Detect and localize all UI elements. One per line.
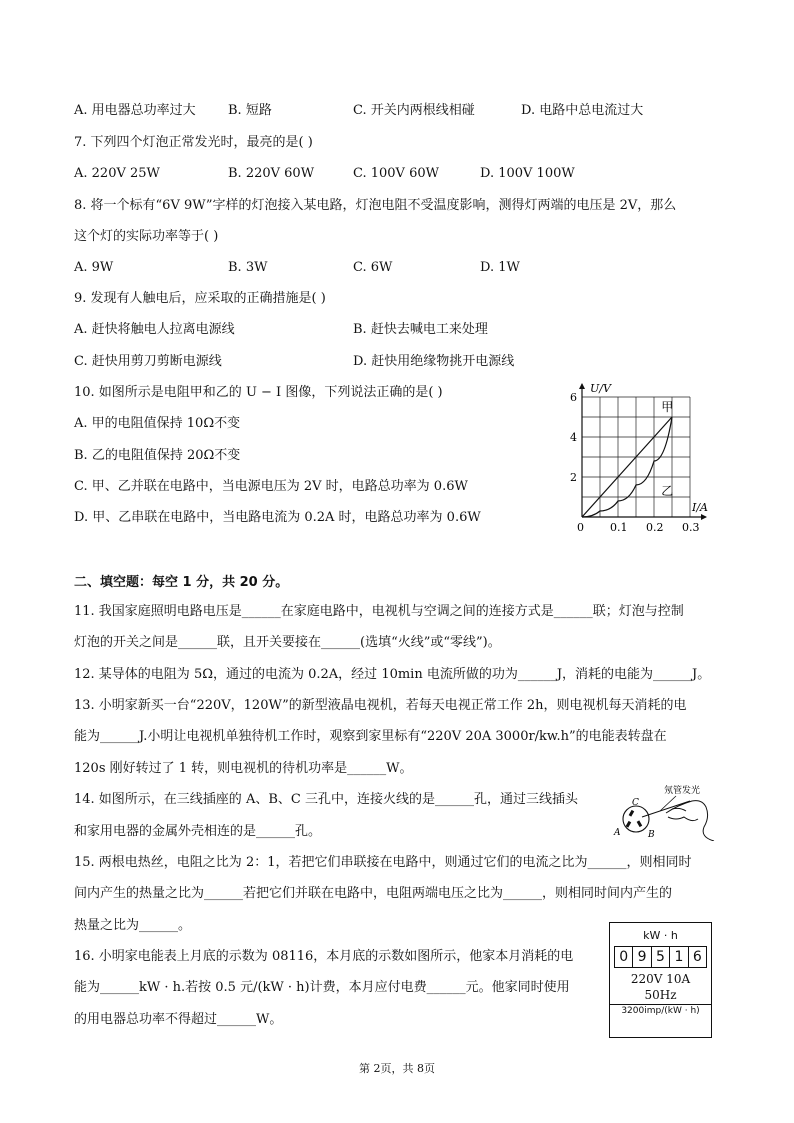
q6-option-d: D. 电路中总电流过大 [521, 103, 644, 118]
meter-digit: 6 [688, 947, 706, 967]
x-tick-label: 0.1 [610, 521, 628, 534]
q15-line1: 15. 两根电热丝，电阻之比为 2：1，若把它们串联接在电路中，则通过它们的电流之比为______，则相同时 [74, 855, 692, 870]
q7-option-c: C. 100V 60W [353, 166, 439, 181]
x-axis-arrow-icon [701, 514, 707, 520]
socket-outline [623, 806, 649, 832]
q8-option-b: B. 3W [228, 260, 268, 275]
y-axis-label: U/V [590, 382, 611, 395]
q14-line2: 和家用电器的金属外壳相连的是______孔。 [74, 824, 322, 839]
meter-frequency: 50Hz [644, 988, 677, 1002]
q13-line1: 13. 小明家新买一台“220V，120W”的新型液晶电视机，若每天电视正常工作 2h，则电视机每天消耗的电 [74, 698, 687, 713]
q10-option-d: D. 甲、乙串联在电路中，当电路电流为 0.2A 时，电路总功率为 0.6W [74, 510, 481, 525]
q8-option-a: A. 9W [74, 260, 114, 275]
q9-stem: 9. 发现有人触电后，应采取的正确措施是( ) [74, 291, 326, 306]
socket-label-a: A [614, 828, 621, 838]
q10-stem: 10. 如图所示是电阻甲和乙的 U − I 图像，下列说法正确的是( ) [74, 385, 443, 400]
chart-labels [570, 382, 708, 534]
page-footer: 第 2页，共 8页 [359, 1062, 435, 1075]
q14-line1: 14. 如图所示，在三线插座的 A、B、C 三孔中，连接火线的是______孔，通过三线插头 [74, 792, 578, 807]
y-tick-label: 4 [570, 431, 577, 444]
meter-digits [614, 946, 707, 968]
meter-imp: 3200imp/(kW · h) [610, 1004, 711, 1016]
q9-option-a: A. 赶快将触电人拉离电源线 [74, 322, 235, 337]
q8-stem-line2: 这个灯的实际功率等于( ) [74, 229, 219, 244]
series-line-jia [582, 417, 672, 517]
ui-chart [566, 380, 716, 535]
q16-line2: 能为______kW · h.若按 0.5 元/(kW · h)计费，本月应付电费______元。他家同时使用 [74, 980, 570, 995]
q10-option-c: C. 甲、乙并联在电路中，当电源电压为 2V 时，电路总功率为 0.6W [74, 479, 468, 494]
x-tick-label: 0 [577, 521, 584, 534]
meter-digit: 0 [619, 949, 629, 965]
q16-line1: 16. 小明家电能表上月底的示数为 08116，本月底的示数如图所示，他家本月消耗的电 [74, 949, 574, 964]
q12-line1: 12. 某导体的电阻为 5Ω，通过的电流为 0.2A，经过 10min 电流所做的功为______J，消耗的电能为______J。 [74, 667, 711, 682]
meter-digit: 5 [651, 947, 669, 967]
tester-caption: 氖管发光 [664, 786, 701, 796]
meter-unit: kW · h [643, 929, 678, 942]
q13-line2: 能为______J.小明让电视机单独待机工作时，观察到家里标有“220V 20A 3000r/kw.h”的电能表转盘在 [74, 729, 667, 744]
q9-option-d: D. 赶快用绝缘物挑开电源线 [353, 354, 515, 369]
q6-option-a: A. 用电器总功率过大 [74, 103, 196, 118]
q7-option-a: A. 220V 25W [74, 166, 160, 181]
meter-rating: 220V 10A [630, 972, 691, 986]
q11-line1: 11. 我国家庭照明电路电压是______在家庭电路中，电视机与空调之间的连接方式是______联；灯泡与控制 [74, 604, 684, 619]
q8-option-d: D. 1W [480, 260, 520, 275]
y-tick-label: 6 [570, 391, 577, 404]
socket-tester-figure [606, 783, 722, 841]
y-axis-arrow-icon [579, 383, 585, 389]
q15-line3: 热量之比为______。 [74, 918, 192, 933]
q7-option-b: B. 220V 60W [228, 166, 315, 181]
section-2-title: 二、填空题：每空 1 分，共 20 分。 [74, 575, 289, 590]
q6-option-c: C. 开关内两根线相碰 [353, 103, 475, 118]
meter-digit: 9 [632, 947, 650, 967]
socket-label-c: C [632, 798, 639, 808]
q6-option-b: B. 短路 [228, 103, 272, 118]
q9-option-b: B. 赶快去喊电工来处理 [353, 322, 488, 337]
x-axis-label: I/A [692, 501, 708, 514]
q15-line2: 间内产生的热量之比为______若把它们并联在电路中，电阻两端电压之比为______，则相同时间内产生的 [74, 886, 673, 901]
series-label-jia: 甲 [661, 400, 674, 414]
q9-option-c: C. 赶快用剪刀剪断电源线 [74, 354, 222, 369]
q7-option-d: D. 100V 100W [480, 166, 575, 181]
electric-meter [609, 922, 712, 1038]
meter-digit: 1 [669, 947, 687, 967]
q7-stem: 7. 下列四个灯泡正常发光时，最亮的是( ) [74, 135, 313, 150]
socket-label-b: B [648, 830, 655, 840]
q16-line3: 的用电器总功率不得超过______W。 [74, 1012, 283, 1027]
y-tick-label: 2 [570, 471, 577, 484]
series-label-yi: 乙 [661, 484, 674, 498]
chart-series [582, 417, 672, 517]
q10-option-a: A. 甲的电阻值保持 10Ω不变 [74, 416, 241, 431]
q13-line3: 120s 刚好转过了 1 转，则电视机的待机功率是______W。 [74, 761, 413, 776]
q10-option-b: B. 乙的电阻值保持 20Ω不变 [74, 448, 241, 463]
q8-stem-line1: 8. 将一个标有“6V 9W”字样的灯泡接入某电路，灯泡电阻不受温度影响，测得灯两端的电压是 2V，那么 [74, 198, 677, 213]
x-tick-label: 0.2 [646, 521, 664, 534]
q8-option-c: C. 6W [353, 260, 393, 275]
x-tick-label: 0.3 [682, 521, 700, 534]
q11-line2: 灯泡的开关之间是______联，且开关要接在______(选填“火线”或“零线”)。 [74, 635, 501, 650]
